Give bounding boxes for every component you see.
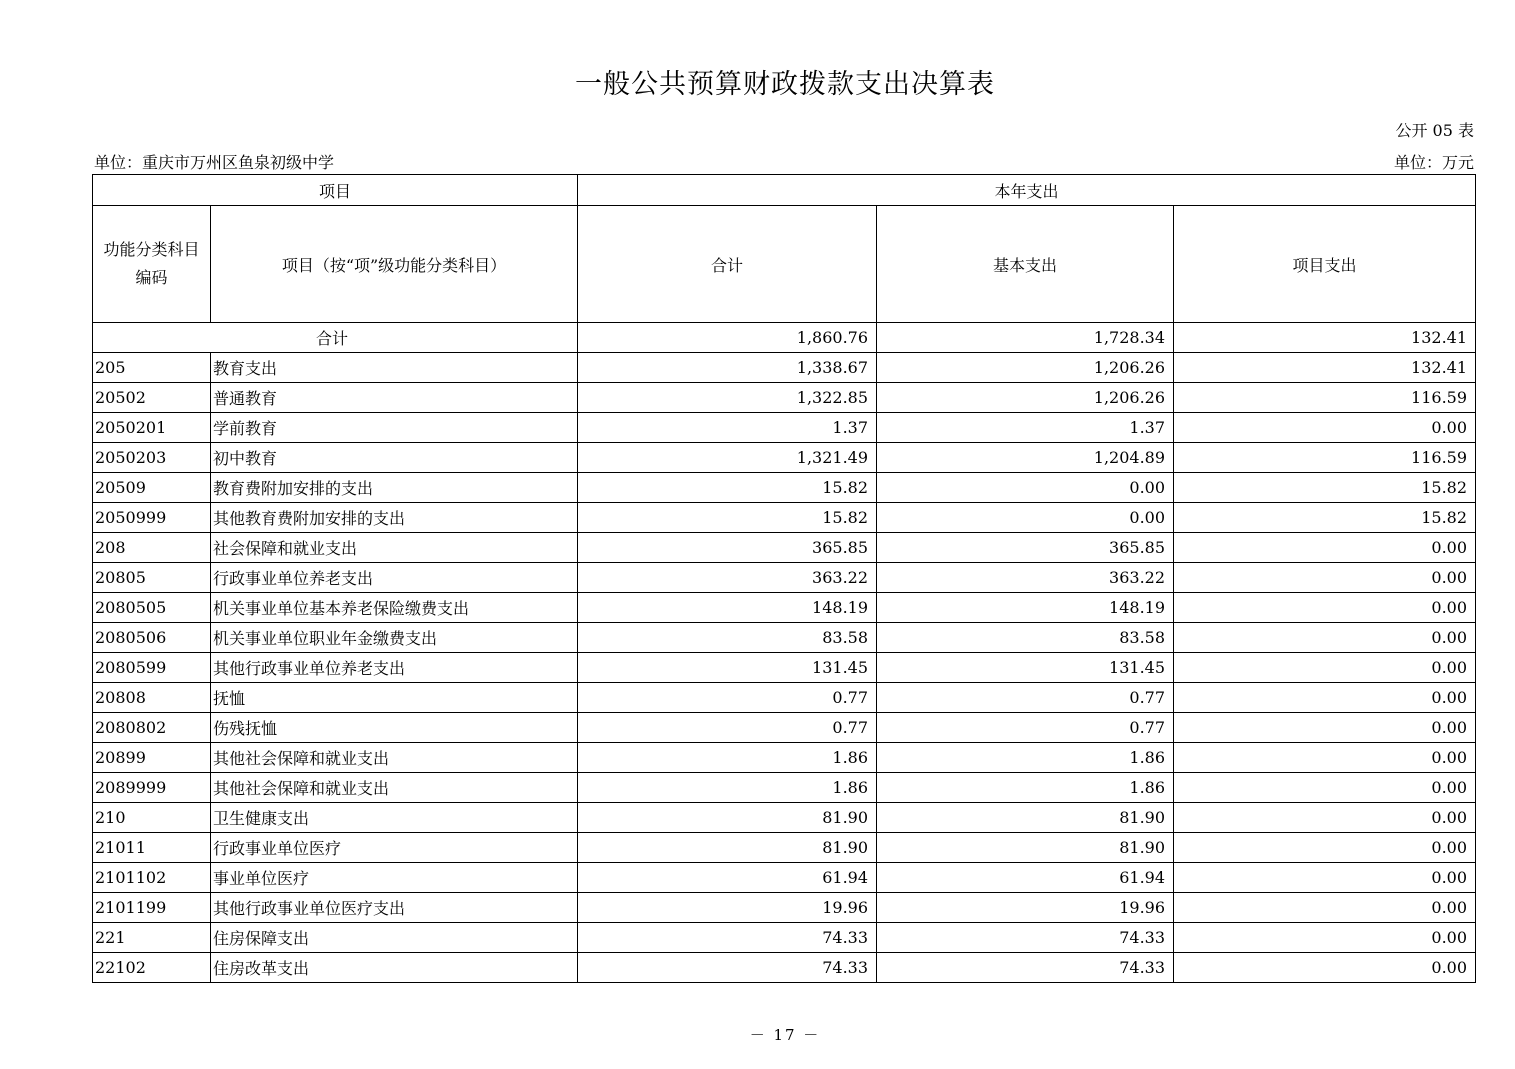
row-total: 1.37: [578, 413, 877, 443]
row-project: 0.00: [1174, 893, 1476, 923]
row-project: 0.00: [1174, 863, 1476, 893]
header-basic-column: 基本支出: [877, 206, 1174, 323]
total-label: 合计: [93, 323, 578, 353]
row-total: 74.33: [578, 953, 877, 983]
row-code: 208: [93, 533, 211, 563]
table-row: [93, 833, 1476, 863]
row-basic: 61.94: [877, 863, 1174, 893]
row-name: 教育支出: [211, 353, 578, 383]
row-name: 初中教育: [211, 443, 578, 473]
row-project: 0.00: [1174, 953, 1476, 983]
row-basic: 0.00: [877, 503, 1174, 533]
header-row-top: [93, 175, 1476, 206]
table-row: [93, 923, 1476, 953]
currency-unit: 单位：万元: [1393, 153, 1474, 172]
row-name: 事业单位医疗: [211, 863, 578, 893]
row-project: 0.00: [1174, 683, 1476, 713]
row-code: 210: [93, 803, 211, 833]
row-project: 0.00: [1174, 533, 1476, 563]
row-project: 0.00: [1174, 803, 1476, 833]
row-code: 21011: [93, 833, 211, 863]
row-name: 伤残抚恤: [211, 713, 578, 743]
row-total: 0.77: [578, 713, 877, 743]
row-total: 15.82: [578, 503, 877, 533]
table-row: [93, 563, 1476, 593]
page-number: － 17 －: [749, 1026, 821, 1044]
row-name: 住房保障支出: [211, 923, 578, 953]
row-basic: 363.22: [877, 563, 1174, 593]
table-row: [93, 413, 1476, 443]
row-basic: 0.77: [877, 713, 1174, 743]
row-project: 0.00: [1174, 593, 1476, 623]
row-name: 机关事业单位职业年金缴费支出: [211, 623, 578, 653]
row-code: 221: [93, 923, 211, 953]
row-basic: 1.86: [877, 743, 1174, 773]
table-row: [93, 443, 1476, 473]
table-row: [93, 503, 1476, 533]
total-basic: 1,728.34: [877, 323, 1174, 353]
table-row: [93, 683, 1476, 713]
row-project: 0.00: [1174, 413, 1476, 443]
row-name: 教育费附加安排的支出: [211, 473, 578, 503]
row-total: 19.96: [578, 893, 877, 923]
row-total: 61.94: [578, 863, 877, 893]
row-basic: 83.58: [877, 623, 1174, 653]
header-total-column: 合计: [578, 206, 877, 323]
row-total: 15.82: [578, 473, 877, 503]
row-basic: 81.90: [877, 803, 1174, 833]
row-project: 0.00: [1174, 833, 1476, 863]
row-total: 0.77: [578, 683, 877, 713]
row-project: 15.82: [1174, 473, 1476, 503]
table-row: [93, 353, 1476, 383]
row-name: 普通教育: [211, 383, 578, 413]
page-title: 一般公共预算财政拨款支出决算表: [575, 69, 995, 100]
row-project: 0.00: [1174, 653, 1476, 683]
row-name: 其他行政事业单位养老支出: [211, 653, 578, 683]
row-basic: 148.19: [877, 593, 1174, 623]
row-total: 363.22: [578, 563, 877, 593]
row-name: 社会保障和就业支出: [211, 533, 578, 563]
header-project: 项目: [93, 175, 578, 206]
row-code: 2050201: [93, 413, 211, 443]
row-code: 2050203: [93, 443, 211, 473]
header-name-column: 项目（按“项”级功能分类科目）: [211, 206, 578, 323]
row-basic: 1,206.26: [877, 383, 1174, 413]
row-basic: 74.33: [877, 923, 1174, 953]
row-total: 83.58: [578, 623, 877, 653]
table-row: [93, 593, 1476, 623]
row-code: 2080505: [93, 593, 211, 623]
expenditure-table: [92, 174, 1476, 983]
table-row: [93, 533, 1476, 563]
row-total: 365.85: [578, 533, 877, 563]
organization-unit: 单位：重庆市万州区鱼泉初级中学: [94, 153, 335, 172]
row-code: 20805: [93, 563, 211, 593]
row-name: 学前教育: [211, 413, 578, 443]
row-basic: 81.90: [877, 833, 1174, 863]
row-basic: 131.45: [877, 653, 1174, 683]
header-current-year: 本年支出: [578, 175, 1476, 206]
row-project: 0.00: [1174, 773, 1476, 803]
row-name: 行政事业单位医疗: [211, 833, 578, 863]
row-project: 116.59: [1174, 443, 1476, 473]
row-total: 148.19: [578, 593, 877, 623]
table-row: [93, 893, 1476, 923]
header-project-column: 项目支出: [1174, 206, 1476, 323]
row-name: 机关事业单位基本养老保险缴费支出: [211, 593, 578, 623]
row-basic: 0.00: [877, 473, 1174, 503]
row-project: 132.41: [1174, 353, 1476, 383]
form-number: 公开 05 表: [1395, 121, 1474, 140]
table-row: [93, 803, 1476, 833]
row-total: 81.90: [578, 833, 877, 863]
row-basic: 1.37: [877, 413, 1174, 443]
row-code: 2101199: [93, 893, 211, 923]
table-row: [93, 863, 1476, 893]
row-name: 其他行政事业单位医疗支出: [211, 893, 578, 923]
table-row: [93, 473, 1476, 503]
row-project: 15.82: [1174, 503, 1476, 533]
row-total: 74.33: [578, 923, 877, 953]
row-code: 20899: [93, 743, 211, 773]
row-total: 1.86: [578, 743, 877, 773]
table-row: [93, 623, 1476, 653]
row-project: 0.00: [1174, 563, 1476, 593]
header-row-columns: [93, 206, 1476, 323]
table-row: [93, 713, 1476, 743]
header-code-column: 功能分类科目编码: [93, 206, 211, 323]
row-total: 1,321.49: [578, 443, 877, 473]
row-project: 0.00: [1174, 713, 1476, 743]
row-name: 其他教育费附加安排的支出: [211, 503, 578, 533]
row-name: 其他社会保障和就业支出: [211, 743, 578, 773]
row-code: 2080599: [93, 653, 211, 683]
row-total: 131.45: [578, 653, 877, 683]
row-code: 2101102: [93, 863, 211, 893]
row-basic: 365.85: [877, 533, 1174, 563]
row-name: 其他社会保障和就业支出: [211, 773, 578, 803]
row-total: 1,322.85: [578, 383, 877, 413]
row-basic: 0.77: [877, 683, 1174, 713]
row-basic: 1.86: [877, 773, 1174, 803]
row-project: 116.59: [1174, 383, 1476, 413]
row-code: 2080802: [93, 713, 211, 743]
row-code: 22102: [93, 953, 211, 983]
table-row: [93, 743, 1476, 773]
row-code: 2050999: [93, 503, 211, 533]
row-project: 0.00: [1174, 623, 1476, 653]
row-basic: 74.33: [877, 953, 1174, 983]
row-code: 205: [93, 353, 211, 383]
row-code: 20808: [93, 683, 211, 713]
row-project: 0.00: [1174, 923, 1476, 953]
total-project: 132.41: [1174, 323, 1476, 353]
row-basic: 1,206.26: [877, 353, 1174, 383]
row-name: 卫生健康支出: [211, 803, 578, 833]
row-basic: 19.96: [877, 893, 1174, 923]
row-total: 1,338.67: [578, 353, 877, 383]
row-name: 抚恤: [211, 683, 578, 713]
row-total: 1.86: [578, 773, 877, 803]
table-row: [93, 773, 1476, 803]
row-basic: 1,204.89: [877, 443, 1174, 473]
table-body: [93, 323, 1476, 983]
row-project: 0.00: [1174, 743, 1476, 773]
row-code: 2080506: [93, 623, 211, 653]
row-name: 住房改革支出: [211, 953, 578, 983]
row-total: 81.90: [578, 803, 877, 833]
table-row: [93, 653, 1476, 683]
total-row: [93, 323, 1476, 353]
row-name: 行政事业单位养老支出: [211, 563, 578, 593]
row-code: 20509: [93, 473, 211, 503]
table-row: [93, 383, 1476, 413]
row-code: 20502: [93, 383, 211, 413]
total-amount: 1,860.76: [578, 323, 877, 353]
table-row: [93, 953, 1476, 983]
row-code: 2089999: [93, 773, 211, 803]
